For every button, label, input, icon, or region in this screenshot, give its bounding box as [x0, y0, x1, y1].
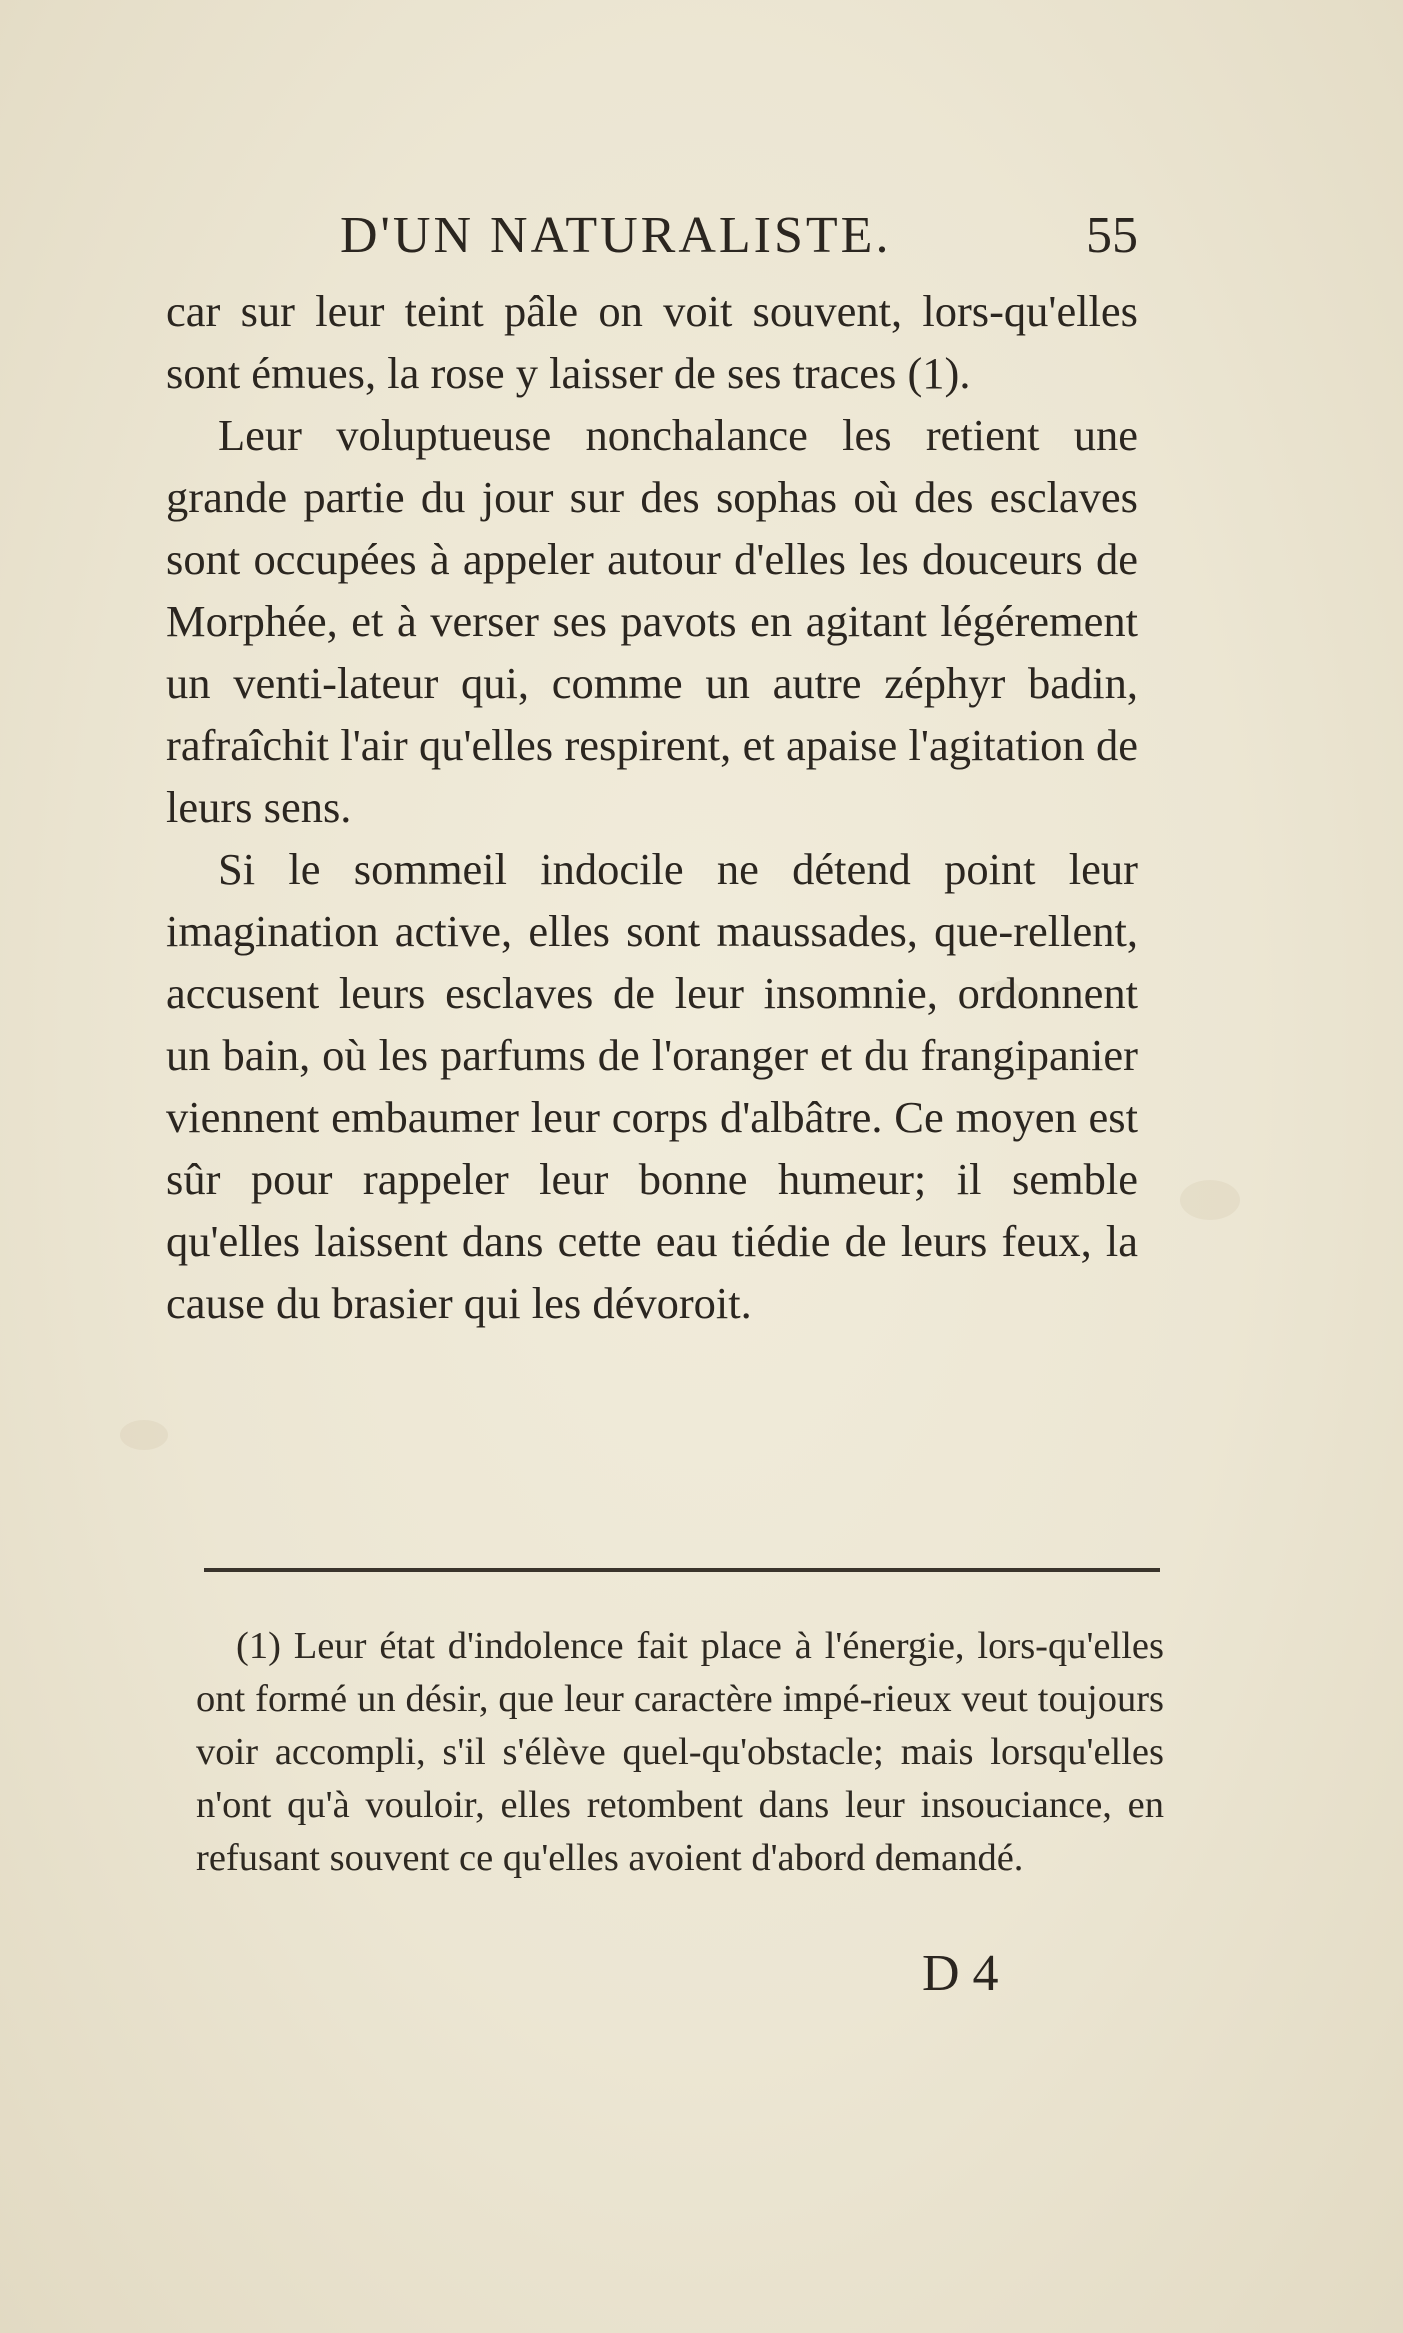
signature-mark: D 4 [922, 1945, 999, 2002]
footnote: (1) Leur état d'indolence fait place à l'énergie, lors-qu'elles ont formé un désir, que leur caractère impé-rieux veut toujours voir accompli, s'il s'élève quel-qu'obstacle; mais lorsqu'elles n'ont qu'à vouloir, elles retombent dans leur insouciance, en refusant souvent ce qu'elles avoient d'abord demandé. [196, 1625, 1164, 1879]
paper-stain [120, 1420, 168, 1450]
paragraph: Si le sommeil indocile ne détend point leur imagination active, elles sont maussades, que-rellent, accusent leurs esclaves de leur insomnie, ordonnent un bain, où les parfums de l'oranger et du frangipanier viennent embaumer leur corps d'albâtre. Ce moyen est sûr pour rappeler leur bonne humeur; il semble qu'elles laissent dans cette eau tiédie de leurs feux, la cause du brasier qui les dévoroit. [166, 844, 1138, 1328]
page-number: 55 [1086, 207, 1138, 264]
paragraph: Leur voluptueuse nonchalance les retient une grande partie du jour sur des sophas où des esclaves sont occupées à appeler autour d'elles les douceurs de Morphée, et à verser ses pavots en agitant légérement un venti-lateur qui, comme un autre zéphyr badin, rafraîchit l'air qu'elles respirent, et apaise l'agitation de leurs sens. [166, 410, 1138, 832]
running-title: D'UN NATURALISTE. [340, 207, 892, 264]
paper-stain [1180, 1180, 1240, 1220]
page-header [170, 206, 1138, 276]
footnote-divider [204, 1568, 1160, 1572]
main-text [166, 280, 1138, 1334]
paragraph-continuation: car sur leur teint pâle on voit souvent, lors-qu'elles sont émues, la rose y laisser de ses traces (1). [166, 286, 1138, 398]
